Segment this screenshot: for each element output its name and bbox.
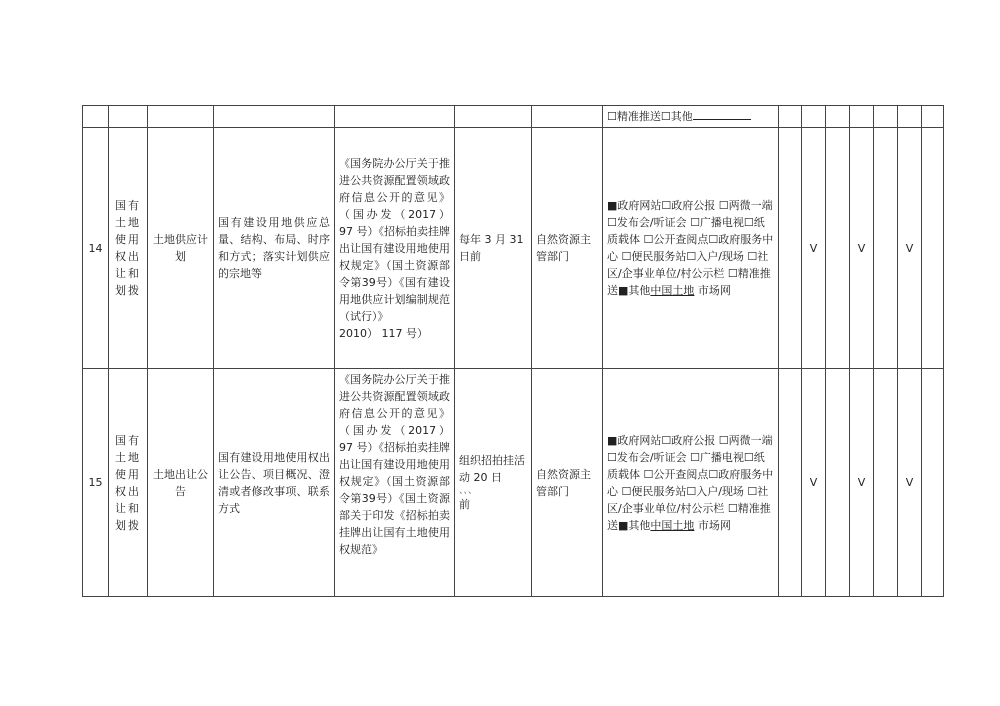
dept-cell: 自然资源主管部门 xyxy=(532,128,603,369)
mark-cell xyxy=(779,106,802,128)
time-cell: 每年 3 月 31 日前 xyxy=(455,128,532,369)
mark-cell xyxy=(826,106,850,128)
num-cell xyxy=(83,106,109,128)
basis-text: 2010） 117 号） xyxy=(339,326,428,340)
content-cell: 国有建设用地使用权出让公告、项目概况、澄清或者修改事项、联系方式 xyxy=(214,369,335,597)
channels-link: 中国土地 xyxy=(650,518,695,532)
channels-text: ■政府网站☐政府公报 ☐两微一端☐发布会/听证会 ☐广播电视☐纸质载体 ☐公开查阅点☐政府服务中心 ☐便民服务站☐入户/现场 ☐社区/企事业单位/村公示栏 ☐精准推送■其他 xyxy=(607,433,774,532)
mark-cell xyxy=(898,106,922,128)
category-line: 土地 xyxy=(115,216,141,229)
basis-cell xyxy=(335,106,455,128)
blank-line xyxy=(693,110,751,120)
basis-text: 《国务院办公厅关于推进公共资源配置领域政府信息公开的意见》（国办发（2017） 97 号）《招标拍卖挂牌出让国有建设用地使用权规定》（国土资源部令第39号）《国土资源部关于印发《招标拍卖挂牌出让国有土地使用权规范》 xyxy=(339,372,450,556)
category-line: 国有 xyxy=(115,199,141,212)
basis-cell xyxy=(335,128,455,369)
category-line: 划拨 xyxy=(115,518,141,532)
content-cell: 国有建设用地供应总量、结构、布局、时序和方式；落实计划供应的宗地等 xyxy=(214,128,335,369)
mark-cell: V xyxy=(802,369,826,597)
table-row xyxy=(83,128,944,369)
row-number: 14 xyxy=(83,128,109,369)
time-line: 前 xyxy=(459,498,470,511)
dept-cell xyxy=(532,106,603,128)
time-mark: 、、、 xyxy=(459,486,478,496)
item-cell xyxy=(148,106,214,128)
channels-link: 中国土地 xyxy=(650,284,695,297)
mark-cell xyxy=(874,369,898,597)
dept-cell: 自然资源主管部门 xyxy=(532,369,603,597)
disclosure-table xyxy=(82,105,944,597)
mark-cell xyxy=(779,369,802,597)
mark-cell: V xyxy=(802,128,826,369)
category-line: 让和 xyxy=(115,501,141,515)
mark-cell: V xyxy=(850,369,874,597)
mark-cell: V xyxy=(898,128,922,369)
category-line: 让和 xyxy=(115,267,141,280)
category-line: 国有 xyxy=(115,433,141,447)
channels-text: ☐精准推送☐其他 xyxy=(607,110,693,123)
channels-text: ■政府网站☐政府公报 ☐两微一端☐发布会/听证会 ☐广播电视☐纸质载体 ☐公开查阅点☐政府服务中心 ☐便民服务站☐入户/现场 ☐社区/企事业单位/村公示栏 ☐精准推送■其他 xyxy=(607,199,774,297)
basis-text: 《国务院办公厅关于推进公共资源配置领域政府信息公开的意见》（国办发（2017） 97 号）《招标拍卖挂牌出让国有建设用地使用权规定》（国土资源部令第39号）《国有建设用地供应计划编制规范（试行）》 xyxy=(339,156,450,323)
content-cell xyxy=(214,106,335,128)
basis-cell xyxy=(335,369,455,597)
category-cell xyxy=(109,369,148,597)
table-row xyxy=(83,369,944,597)
mark-cell xyxy=(922,128,944,369)
mark-cell xyxy=(826,369,850,597)
channels-suffix: 市场网 xyxy=(694,284,731,297)
item-cell: 土地出让公告 xyxy=(148,369,214,597)
mark-cell xyxy=(922,369,944,597)
channels-suffix: 市场网 xyxy=(694,518,731,532)
basis-clip xyxy=(339,371,450,595)
category-cell xyxy=(109,106,148,128)
channels-cell xyxy=(603,106,779,128)
category-line: 权出 xyxy=(115,250,141,263)
mark-cell: V xyxy=(898,369,922,597)
category-line: 权出 xyxy=(115,484,141,498)
time-line: 组织招拍挂活动 20 日 xyxy=(459,454,525,484)
mark-cell xyxy=(826,128,850,369)
channels-cell xyxy=(603,369,779,597)
mark-cell xyxy=(802,106,826,128)
mark-cell xyxy=(874,106,898,128)
item-cell: 土地供应计划 xyxy=(148,128,214,369)
time-cell xyxy=(455,106,532,128)
mark-cell xyxy=(874,128,898,369)
row-number: 15 xyxy=(83,369,109,597)
mark-cell: V xyxy=(850,128,874,369)
channels-cell xyxy=(603,128,779,369)
category-line: 使用 xyxy=(115,233,141,246)
category-cell xyxy=(109,128,148,369)
category-line: 使用 xyxy=(115,467,141,481)
time-cell xyxy=(455,369,532,597)
table-row xyxy=(83,106,944,128)
category-line: 土地 xyxy=(115,450,141,464)
mark-cell xyxy=(779,128,802,369)
category-line: 划拨 xyxy=(115,284,141,297)
mark-cell xyxy=(922,106,944,128)
mark-cell xyxy=(850,106,874,128)
